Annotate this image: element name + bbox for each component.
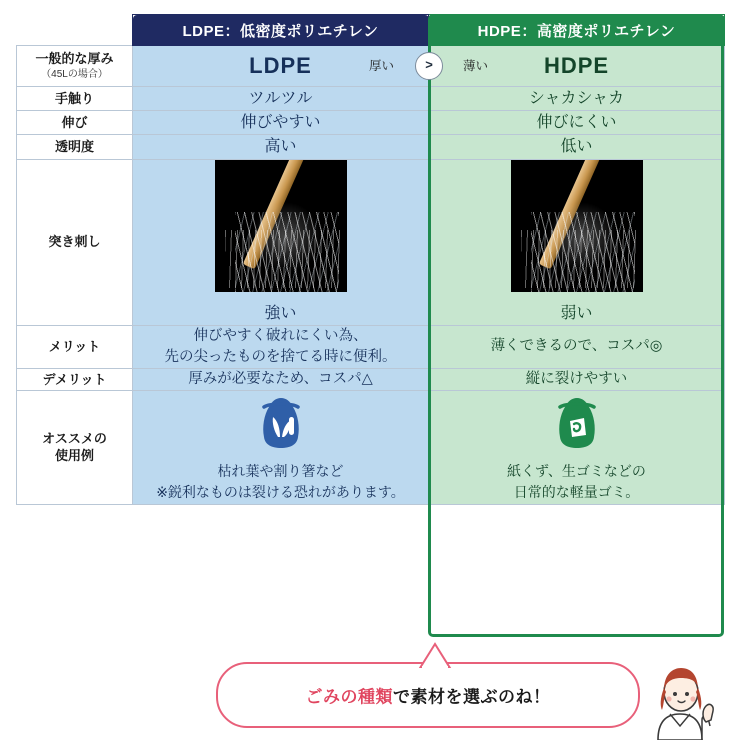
callout-tail (418, 642, 452, 668)
usage-ldpe-line1: 枯れ葉や割り箸など (217, 462, 344, 479)
table-row-thickness (17, 46, 725, 87)
cell-texture-ldpe: ツルツル (133, 87, 429, 111)
table-row-texture (17, 87, 725, 111)
callout-rest: で素材を選ぶのね！ (393, 687, 551, 707)
usage-hdpe-line2: 日常的な軽量ゴミ。 (513, 484, 640, 501)
table-row-transparency (17, 135, 725, 159)
table-row-puncture (17, 159, 725, 325)
chopstick-piercing-thin-film-photo (511, 160, 643, 292)
cell-puncture-hdpe (429, 159, 725, 325)
row-label-merit: メリット (17, 325, 133, 368)
row-label-texture: 手触り (17, 87, 133, 111)
cell-thickness-hdpe (425, 46, 725, 87)
row-label-usage (17, 390, 133, 504)
row-label-thickness-main: 一般的な厚み (35, 51, 114, 67)
puncture-ldpe-caption: 強い (264, 304, 297, 322)
garbage-bag-leaves-icon (250, 391, 312, 453)
row-label-thickness-sub: （45Lの場合） (41, 69, 108, 81)
merit-ldpe-line2: 先の尖ったものを捨てる時に便利。 (164, 348, 397, 365)
hdpe-name-label: HDPE (543, 53, 610, 79)
row-label-puncture: 突き刺し (17, 159, 133, 325)
table-row-usage (17, 390, 725, 504)
merit-ldpe-line1: 伸びやすく破れにくい為、 (193, 327, 368, 344)
ldpe-thickness-tag: 厚い (368, 58, 394, 73)
chopstick-piercing-thick-film-photo (215, 160, 347, 292)
garbage-bag-paper-waste-icon (546, 391, 608, 453)
cell-stretch-hdpe: 伸びにくい (429, 111, 725, 135)
cell-demerit-ldpe: 厚みが必要なため、コスパ△ (133, 368, 429, 390)
row-label-usage-line2: 使用例 (54, 448, 94, 464)
row-label-usage-line1: オススメの (42, 430, 107, 446)
callout-text (218, 683, 638, 708)
cell-thickness-ldpe (133, 46, 429, 87)
table-row-merit (17, 325, 725, 368)
ldpe-hdpe-comparison-table (16, 14, 725, 505)
header-ldpe: LDPE：低密度ポリエチレン (133, 15, 429, 46)
greater-than-badge-icon: > (415, 52, 443, 80)
callout-bubble (216, 662, 640, 728)
row-label-thickness (17, 46, 133, 87)
cell-demerit-hdpe: 縦に裂けやすい (429, 368, 725, 390)
cell-merit-ldpe (133, 325, 429, 368)
woman-character-illustration (640, 648, 726, 740)
header-blank-cell (17, 15, 133, 46)
cell-usage-ldpe (133, 390, 429, 504)
ldpe-name-label: LDPE (249, 53, 312, 79)
table-header-row (17, 15, 725, 46)
usage-hdpe-line1: 紙くず、生ゴミなどの (507, 462, 646, 479)
cell-puncture-ldpe (133, 159, 429, 325)
table-row-demerit (17, 368, 725, 390)
cell-transparency-hdpe: 低い (429, 135, 725, 159)
cell-merit-hdpe: 薄くできるので、コスパ◎ (429, 325, 725, 368)
callout-highlight: ごみの種類 (305, 687, 393, 707)
header-hdpe: HDPE：高密度ポリエチレン (429, 15, 725, 46)
usage-ldpe-line2: ※鋭利なものは裂ける恐れがあります。 (156, 484, 405, 501)
hdpe-thickness-tag: 薄い (463, 58, 489, 73)
cell-transparency-ldpe: 高い (133, 135, 429, 159)
row-label-transparency: 透明度 (17, 135, 133, 159)
cell-texture-hdpe: シャカシャカ (429, 87, 725, 111)
cell-usage-hdpe (429, 390, 725, 504)
cell-stretch-ldpe: 伸びやすい (133, 111, 429, 135)
row-label-demerit: デメリット (17, 368, 133, 390)
row-label-stretch: 伸び (17, 111, 133, 135)
table-row-stretch (17, 111, 725, 135)
puncture-hdpe-caption: 弱い (560, 304, 593, 322)
photo-glow (251, 202, 321, 272)
photo-glow (547, 202, 617, 272)
